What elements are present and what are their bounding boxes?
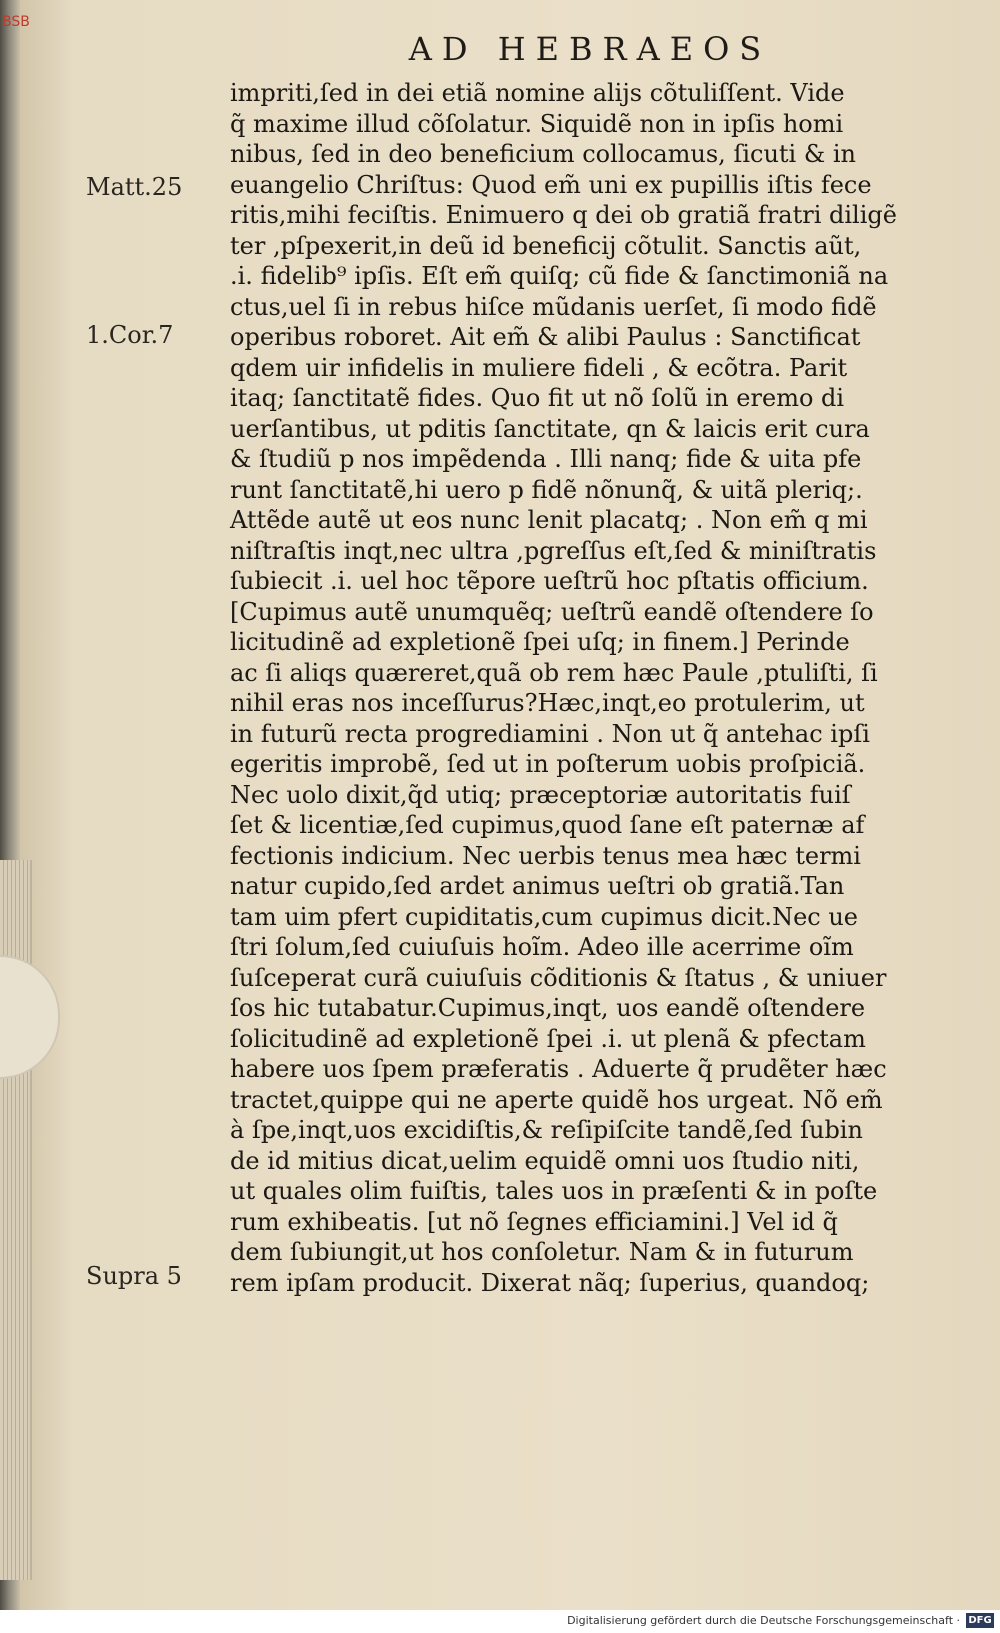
dfg-logo: DFG — [966, 1613, 994, 1628]
text-line: tam uim pfert cupiditatis,cum cupimus dicit.Nec ue — [230, 902, 858, 931]
text-line: ctus,uel ſi in rebus hiſce mũdanis uerſet, ſi modo fidẽ — [230, 292, 877, 321]
text-line: ſolicitudinẽ ad expletionẽ ſpei .i. ut plenã & pfectam — [230, 1024, 866, 1053]
text-line: nihil eras nos inceſſurus?Hæc,inqt,eo protulerim, ut — [230, 689, 865, 717]
text-line: dem ſubiungit,ut hos conſoletur. Nam & in futurum — [230, 1238, 854, 1266]
text-line: ritis,mihi feciſtis. Enimuero q dei ob gratiã fratri diligẽ — [230, 201, 897, 229]
library-stamp: BSB — [2, 14, 30, 30]
text-line: nibus, ſed in deo beneficium collocamus, ſicuti & in — [230, 140, 856, 168]
digitization-footer — [0, 1610, 1000, 1633]
text-line: fectionis indicium. Nec uerbis tenus mea hæc termi — [230, 841, 861, 870]
text-line: habere uos ſpem præferatis . Aduerte q̃ prudẽter hæc — [230, 1055, 887, 1083]
body-text-block — [230, 78, 898, 1298]
text-line: ſet & licentiæ,ſed cupimus,quod ſane eſt paternæ af — [230, 811, 865, 839]
text-line: ſos hic tutabatur.Cupimus,inqt, uos eandẽ oſtendere — [230, 994, 866, 1022]
text-line: runt ſanctitatẽ,hi uero p fidẽ nõnunq̃, & uitã pleriq;. — [230, 475, 863, 504]
text-line: qdem uir infidelis in muliere fideli , & ecõtra. Parit — [230, 353, 848, 382]
text-line: niſtraſtis inqt,nec ultra ,pgreſſus eſt,ſed & miniſtratis — [230, 536, 877, 565]
text-line: [Cupimus autẽ unumquẽq; ueſtrũ eandẽ oſtendere ſo — [230, 597, 874, 626]
text-line: tractet,quippe qui ne aperte quidẽ hos urgeat. Nõ em̃ — [230, 1085, 883, 1114]
text-line: ter ,pſpexerit,in deũ id beneficij cõtulit. Sanctis aũt, — [230, 231, 862, 260]
text-line: operibus roboret. Ait em̃ & alibi Paulus : Sanctificat — [230, 323, 861, 351]
text-line: ut quales olim fuiſtis, tales uos in præſenti & in poſte — [230, 1177, 878, 1205]
text-line: itaq; ſanctitatẽ fides. Quo fit ut nõ ſolũ in eremo di — [230, 384, 845, 412]
text-line: in futurũ recta progrediamini . Non ut q̃ antehac ipſi — [230, 719, 870, 748]
text-line: rem ipſam producit. Dixerat nãq; ſuperius, quandoq; — [230, 1268, 870, 1297]
text-line: natur cupido,ſed ardet animus ueſtri ob gratiã.Tan — [230, 872, 845, 900]
text-line: q̃ maxime illud cõſolatur. Siquidẽ non in ipſis homi — [230, 109, 844, 138]
text-line: ſuſceperat curã cuiuſuis cõditionis & ſtatus , & uniuer — [230, 963, 887, 992]
text-line: uerſantibus, ut pditis ſanctitate, qn & laicis erit cura — [230, 414, 870, 443]
text-line: impriti,ſed in dei etiã nomine alijs cõtuliſſent. Vide — [230, 79, 845, 107]
text-line: de id mitius dicat,uelim equidẽ omni uos ſtudio niti, — [230, 1146, 860, 1175]
text-line: ſubiecit .i. uel hoc tẽpore ueſtrũ hoc pſtatis officium. — [230, 567, 869, 595]
text-line: & ſtudiũ p nos impẽdenda . Illi nanq; fide & uita pfe — [230, 445, 862, 473]
text-line: euangelio Chriſtus: Quod em̃ uni ex pupillis iſtis fece — [230, 170, 872, 199]
text-line: Attẽde autẽ ut eos nunc lenit placatq; . Non em̃ q mi — [230, 506, 868, 534]
text-line: rum exhibeatis. [ut nõ ſegnes efficiamini.] Vel id q̃ — [230, 1207, 838, 1236]
margin-note-matt: Matt.25 — [86, 173, 183, 201]
text-line: à ſpe,inqt,uos excidiſtis,& reſipiſcite tandẽ,ſed ſubin — [230, 1116, 863, 1144]
text-line: licitudinẽ ad expletionẽ ſpei uſq; in finem.] Perinde — [230, 628, 850, 656]
text-line: .i. fidelib⁹ ipſis. Eſt em̃ quiſq; cũ fide & ſanctimoniã na — [230, 262, 889, 290]
text-line: Nec uolo dixit,q̃d utiq; præceptoriæ autoritatis fuiſ — [230, 780, 851, 809]
running-head: AD HEBRAEOS — [408, 30, 772, 68]
text-line: ac ſi aliqs quæreret,quã ob rem hæc Paule ,ptuliſti, ſi — [230, 658, 878, 687]
text-line: ſtri ſolum,ſed cuiuſuis hoĩm. Adeo ille acerrime oĩm — [230, 933, 854, 961]
text-line: egeritis improbẽ, ſed ut in poſterum uobis proſpiciã. — [230, 750, 866, 778]
margin-note-supra: Supra 5 — [86, 1262, 182, 1290]
margin-note-cor: 1.Cor.7 — [86, 321, 174, 349]
funding-notice: Digitalisierung gefördert durch die Deutsche Forschungsgemeinschaft · — [567, 1614, 960, 1627]
